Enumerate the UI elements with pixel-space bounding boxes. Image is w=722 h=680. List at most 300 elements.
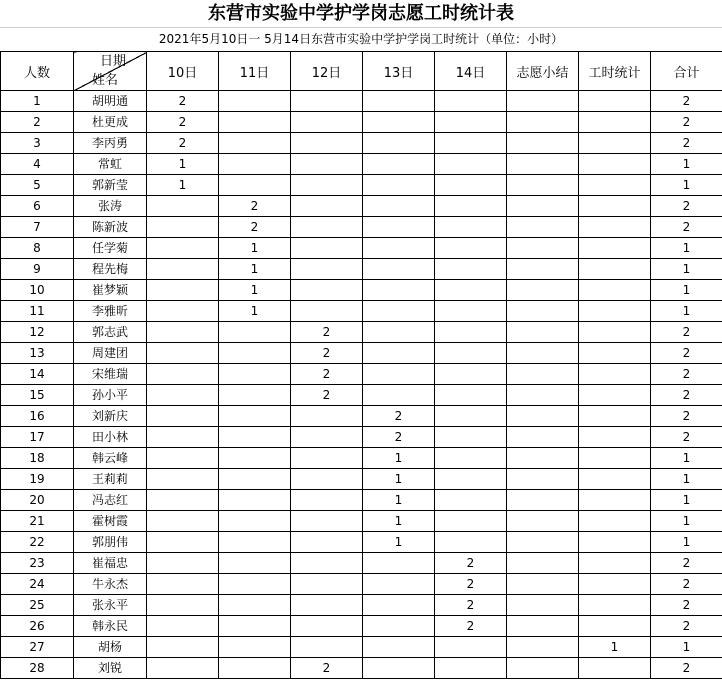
cell-day-10[interactable] xyxy=(147,301,219,322)
cell-total[interactable]: 1 xyxy=(651,532,722,553)
cell-index[interactable]: 25 xyxy=(1,595,74,616)
cell-day-14[interactable] xyxy=(435,427,507,448)
cell-hours[interactable] xyxy=(579,343,651,364)
cell-hours[interactable] xyxy=(579,112,651,133)
table-row xyxy=(1,322,722,343)
cell-index[interactable]: 18 xyxy=(1,448,74,469)
cell-index[interactable]: 26 xyxy=(1,616,74,637)
cell-day-14[interactable] xyxy=(435,280,507,301)
cell-index[interactable]: 4 xyxy=(1,154,74,175)
cell-index[interactable]: 11 xyxy=(1,301,74,322)
cell-day-14[interactable]: 2 xyxy=(435,616,507,637)
header-index[interactable]: 人数 xyxy=(1,52,74,91)
cell-summary[interactable] xyxy=(507,364,579,385)
cell-day-11[interactable]: 1 xyxy=(219,238,291,259)
cell-day-13[interactable] xyxy=(363,301,435,322)
cell-day-14[interactable] xyxy=(435,238,507,259)
cell-day-10[interactable]: 2 xyxy=(147,112,219,133)
header-date-name-diagonal[interactable] xyxy=(74,52,147,91)
cell-day-10[interactable]: 1 xyxy=(147,154,219,175)
cell-day-11[interactable]: 2 xyxy=(219,217,291,238)
cell-total[interactable]: 2 xyxy=(651,196,722,217)
cell-day-10[interactable] xyxy=(147,637,219,658)
cell-index[interactable]: 28 xyxy=(1,658,74,679)
cell-summary[interactable] xyxy=(507,91,579,112)
cell-summary[interactable] xyxy=(507,406,579,427)
cell-summary[interactable] xyxy=(507,469,579,490)
cell-day-13[interactable] xyxy=(363,175,435,196)
cell-day-13[interactable] xyxy=(363,196,435,217)
cell-index[interactable]: 6 xyxy=(1,196,74,217)
cell-day-14[interactable] xyxy=(435,175,507,196)
cell-summary[interactable] xyxy=(507,574,579,595)
cell-total[interactable]: 2 xyxy=(651,217,722,238)
cell-hours[interactable] xyxy=(579,175,651,196)
cell-day-13[interactable]: 1 xyxy=(363,448,435,469)
cell-day-13[interactable] xyxy=(363,658,435,679)
cell-day-12[interactable] xyxy=(291,112,363,133)
cell-summary[interactable] xyxy=(507,553,579,574)
hours-table xyxy=(0,51,722,679)
cell-index[interactable]: 12 xyxy=(1,322,74,343)
cell-name[interactable]: 韩云峰 xyxy=(74,448,147,469)
cell-day-10[interactable] xyxy=(147,364,219,385)
header-day-13[interactable]: 13日 xyxy=(363,52,435,91)
cell-day-10[interactable] xyxy=(147,595,219,616)
cell-name[interactable]: 王莉莉 xyxy=(74,469,147,490)
cell-index[interactable]: 2 xyxy=(1,112,74,133)
cell-index[interactable]: 16 xyxy=(1,406,74,427)
cell-day-11[interactable] xyxy=(219,595,291,616)
cell-day-13[interactable]: 1 xyxy=(363,511,435,532)
cell-day-13[interactable] xyxy=(363,280,435,301)
cell-day-12[interactable] xyxy=(291,490,363,511)
cell-day-14[interactable] xyxy=(435,217,507,238)
cell-index[interactable]: 10 xyxy=(1,280,74,301)
cell-day-13[interactable] xyxy=(363,112,435,133)
header-summary[interactable]: 志愿小结 xyxy=(507,52,579,91)
cell-day-11[interactable] xyxy=(219,364,291,385)
cell-total[interactable]: 2 xyxy=(651,343,722,364)
cell-name[interactable]: 刘新庆 xyxy=(74,406,147,427)
cell-day-12[interactable] xyxy=(291,154,363,175)
cell-summary[interactable] xyxy=(507,133,579,154)
cell-day-14[interactable] xyxy=(435,322,507,343)
cell-name[interactable]: 崔梦颖 xyxy=(74,280,147,301)
cell-day-13[interactable] xyxy=(363,616,435,637)
cell-hours[interactable] xyxy=(579,385,651,406)
cell-name[interactable]: 胡杨 xyxy=(74,637,147,658)
cell-day-10[interactable] xyxy=(147,280,219,301)
cell-summary[interactable] xyxy=(507,322,579,343)
cell-day-12[interactable]: 2 xyxy=(291,385,363,406)
table-row xyxy=(1,217,722,238)
cell-hours[interactable] xyxy=(579,91,651,112)
cell-day-12[interactable] xyxy=(291,616,363,637)
cell-index[interactable]: 3 xyxy=(1,133,74,154)
cell-day-11[interactable] xyxy=(219,112,291,133)
cell-index[interactable]: 19 xyxy=(1,469,74,490)
cell-day-12[interactable] xyxy=(291,469,363,490)
cell-day-12[interactable]: 2 xyxy=(291,364,363,385)
cell-day-10[interactable] xyxy=(147,238,219,259)
cell-summary[interactable] xyxy=(507,616,579,637)
cell-total[interactable]: 1 xyxy=(651,280,722,301)
cell-day-11[interactable] xyxy=(219,658,291,679)
cell-day-11[interactable] xyxy=(219,448,291,469)
cell-day-10[interactable] xyxy=(147,427,219,448)
cell-day-14[interactable] xyxy=(435,196,507,217)
cell-index[interactable]: 5 xyxy=(1,175,74,196)
cell-total[interactable]: 1 xyxy=(651,154,722,175)
cell-day-10[interactable] xyxy=(147,490,219,511)
cell-day-10[interactable] xyxy=(147,406,219,427)
cell-day-11[interactable] xyxy=(219,133,291,154)
cell-day-13[interactable] xyxy=(363,259,435,280)
cell-day-10[interactable] xyxy=(147,385,219,406)
cell-day-14[interactable] xyxy=(435,490,507,511)
cell-day-10[interactable] xyxy=(147,469,219,490)
cell-day-11[interactable] xyxy=(219,553,291,574)
cell-hours[interactable] xyxy=(579,448,651,469)
cell-day-12[interactable] xyxy=(291,553,363,574)
cell-day-12[interactable] xyxy=(291,91,363,112)
cell-name[interactable]: 郭新莹 xyxy=(74,175,147,196)
cell-day-13[interactable]: 1 xyxy=(363,469,435,490)
cell-day-10[interactable] xyxy=(147,616,219,637)
cell-day-11[interactable]: 1 xyxy=(219,280,291,301)
cell-day-10[interactable] xyxy=(147,532,219,553)
cell-day-11[interactable] xyxy=(219,574,291,595)
cell-day-12[interactable] xyxy=(291,511,363,532)
cell-day-13[interactable] xyxy=(363,637,435,658)
cell-total[interactable]: 2 xyxy=(651,112,722,133)
header-total[interactable]: 合计 xyxy=(651,52,722,91)
cell-day-12[interactable] xyxy=(291,448,363,469)
cell-name[interactable]: 任学菊 xyxy=(74,238,147,259)
cell-index[interactable]: 21 xyxy=(1,511,74,532)
cell-day-11[interactable] xyxy=(219,154,291,175)
cell-day-11[interactable] xyxy=(219,406,291,427)
cell-summary[interactable] xyxy=(507,448,579,469)
cell-hours[interactable] xyxy=(579,196,651,217)
cell-name[interactable]: 霍树霞 xyxy=(74,511,147,532)
cell-index[interactable]: 7 xyxy=(1,217,74,238)
cell-name[interactable]: 宋维瑞 xyxy=(74,364,147,385)
cell-index[interactable]: 15 xyxy=(1,385,74,406)
cell-index[interactable]: 17 xyxy=(1,427,74,448)
cell-name[interactable]: 张涛 xyxy=(74,196,147,217)
cell-day-14[interactable] xyxy=(435,406,507,427)
header-date-label: 日期 xyxy=(99,54,126,69)
cell-summary[interactable] xyxy=(507,490,579,511)
cell-total[interactable]: 2 xyxy=(651,553,722,574)
cell-total[interactable]: 1 xyxy=(651,469,722,490)
cell-total[interactable]: 1 xyxy=(651,301,722,322)
cell-index[interactable]: 1 xyxy=(1,91,74,112)
cell-day-13[interactable]: 1 xyxy=(363,490,435,511)
cell-day-13[interactable]: 2 xyxy=(363,406,435,427)
cell-day-10[interactable] xyxy=(147,574,219,595)
cell-name[interactable]: 田小林 xyxy=(74,427,147,448)
cell-summary[interactable] xyxy=(507,301,579,322)
cell-index[interactable]: 23 xyxy=(1,553,74,574)
cell-hours[interactable] xyxy=(579,532,651,553)
cell-name[interactable]: 牛永杰 xyxy=(74,574,147,595)
cell-day-14[interactable]: 2 xyxy=(435,595,507,616)
cell-summary[interactable] xyxy=(507,511,579,532)
cell-index[interactable]: 27 xyxy=(1,637,74,658)
cell-day-12[interactable] xyxy=(291,532,363,553)
cell-hours[interactable] xyxy=(579,238,651,259)
cell-hours[interactable] xyxy=(579,616,651,637)
cell-day-14[interactable] xyxy=(435,343,507,364)
cell-name[interactable]: 冯志红 xyxy=(74,490,147,511)
cell-day-14[interactable] xyxy=(435,259,507,280)
cell-summary[interactable] xyxy=(507,343,579,364)
cell-day-14[interactable] xyxy=(435,469,507,490)
cell-day-14[interactable] xyxy=(435,637,507,658)
cell-total[interactable]: 1 xyxy=(651,490,722,511)
cell-day-12[interactable] xyxy=(291,259,363,280)
cell-day-11[interactable]: 2 xyxy=(219,196,291,217)
cell-day-14[interactable] xyxy=(435,364,507,385)
cell-day-10[interactable]: 1 xyxy=(147,175,219,196)
cell-total[interactable]: 2 xyxy=(651,322,722,343)
cell-name[interactable]: 刘锐 xyxy=(74,658,147,679)
cell-day-13[interactable] xyxy=(363,91,435,112)
cell-hours[interactable] xyxy=(579,553,651,574)
cell-summary[interactable] xyxy=(507,112,579,133)
cell-total[interactable]: 1 xyxy=(651,511,722,532)
cell-day-11[interactable]: 1 xyxy=(219,259,291,280)
cell-day-13[interactable] xyxy=(363,343,435,364)
cell-name[interactable]: 陈新波 xyxy=(74,217,147,238)
cell-hours[interactable] xyxy=(579,154,651,175)
cell-hours[interactable] xyxy=(579,574,651,595)
cell-hours[interactable] xyxy=(579,133,651,154)
table-row xyxy=(1,637,722,658)
cell-total[interactable]: 2 xyxy=(651,385,722,406)
cell-day-12[interactable] xyxy=(291,175,363,196)
cell-day-13[interactable] xyxy=(363,574,435,595)
cell-hours[interactable] xyxy=(579,301,651,322)
cell-day-13[interactable]: 2 xyxy=(363,427,435,448)
cell-day-13[interactable] xyxy=(363,364,435,385)
cell-day-10[interactable]: 2 xyxy=(147,133,219,154)
header-day-11[interactable]: 11日 xyxy=(219,52,291,91)
cell-day-11[interactable] xyxy=(219,322,291,343)
cell-total[interactable]: 2 xyxy=(651,427,722,448)
cell-day-12[interactable] xyxy=(291,133,363,154)
cell-day-10[interactable] xyxy=(147,196,219,217)
cell-day-11[interactable] xyxy=(219,427,291,448)
cell-hours[interactable] xyxy=(579,280,651,301)
cell-day-12[interactable] xyxy=(291,301,363,322)
cell-day-12[interactable] xyxy=(291,217,363,238)
cell-day-10[interactable] xyxy=(147,217,219,238)
cell-day-10[interactable] xyxy=(147,322,219,343)
cell-index[interactable]: 24 xyxy=(1,574,74,595)
cell-name[interactable]: 郭朋伟 xyxy=(74,532,147,553)
cell-day-10[interactable] xyxy=(147,448,219,469)
cell-summary[interactable] xyxy=(507,595,579,616)
cell-day-11[interactable] xyxy=(219,175,291,196)
cell-day-14[interactable] xyxy=(435,511,507,532)
cell-hours[interactable] xyxy=(579,364,651,385)
cell-hours[interactable] xyxy=(579,322,651,343)
cell-day-11[interactable] xyxy=(219,511,291,532)
cell-name[interactable]: 常虹 xyxy=(74,154,147,175)
cell-total[interactable]: 2 xyxy=(651,658,722,679)
cell-total[interactable]: 1 xyxy=(651,238,722,259)
cell-summary[interactable] xyxy=(507,175,579,196)
cell-day-14[interactable] xyxy=(435,133,507,154)
cell-day-12[interactable] xyxy=(291,280,363,301)
cell-day-11[interactable] xyxy=(219,637,291,658)
cell-day-14[interactable] xyxy=(435,91,507,112)
cell-day-14[interactable]: 2 xyxy=(435,574,507,595)
cell-summary[interactable] xyxy=(507,217,579,238)
cell-day-10[interactable] xyxy=(147,343,219,364)
cell-summary[interactable] xyxy=(507,532,579,553)
header-hours[interactable]: 工时统计 xyxy=(579,52,651,91)
cell-name[interactable]: 孙小平 xyxy=(74,385,147,406)
cell-index[interactable]: 9 xyxy=(1,259,74,280)
cell-day-13[interactable] xyxy=(363,217,435,238)
cell-day-10[interactable] xyxy=(147,658,219,679)
cell-hours[interactable] xyxy=(579,658,651,679)
header-day-14[interactable]: 14日 xyxy=(435,52,507,91)
cell-total[interactable]: 1 xyxy=(651,175,722,196)
cell-summary[interactable] xyxy=(507,238,579,259)
cell-day-10[interactable] xyxy=(147,511,219,532)
cell-name[interactable]: 韩永民 xyxy=(74,616,147,637)
cell-day-11[interactable] xyxy=(219,532,291,553)
cell-name[interactable]: 杜更成 xyxy=(74,112,147,133)
table-row xyxy=(1,259,722,280)
cell-day-13[interactable] xyxy=(363,385,435,406)
cell-name[interactable]: 李雅昕 xyxy=(74,301,147,322)
cell-total[interactable]: 2 xyxy=(651,406,722,427)
cell-day-12[interactable] xyxy=(291,196,363,217)
cell-day-12[interactable] xyxy=(291,595,363,616)
cell-day-10[interactable] xyxy=(147,259,219,280)
cell-total[interactable]: 1 xyxy=(651,259,722,280)
cell-summary[interactable] xyxy=(507,154,579,175)
cell-name[interactable]: 程先梅 xyxy=(74,259,147,280)
cell-summary[interactable] xyxy=(507,259,579,280)
cell-day-12[interactable]: 2 xyxy=(291,343,363,364)
cell-day-11[interactable] xyxy=(219,385,291,406)
header-row xyxy=(1,52,722,91)
cell-hours[interactable] xyxy=(579,427,651,448)
cell-hours[interactable] xyxy=(579,469,651,490)
cell-hours[interactable]: 1 xyxy=(579,637,651,658)
cell-summary[interactable] xyxy=(507,196,579,217)
cell-name[interactable]: 郭志武 xyxy=(74,322,147,343)
table-row xyxy=(1,469,722,490)
cell-index[interactable]: 8 xyxy=(1,238,74,259)
table-row xyxy=(1,196,722,217)
cell-name[interactable]: 张永平 xyxy=(74,595,147,616)
cell-total[interactable]: 1 xyxy=(651,448,722,469)
cell-day-13[interactable] xyxy=(363,133,435,154)
cell-day-11[interactable]: 1 xyxy=(219,301,291,322)
cell-day-14[interactable] xyxy=(435,448,507,469)
cell-day-14[interactable] xyxy=(435,385,507,406)
cell-day-14[interactable] xyxy=(435,658,507,679)
cell-total[interactable]: 2 xyxy=(651,595,722,616)
cell-summary[interactable] xyxy=(507,427,579,448)
cell-name[interactable]: 胡明通 xyxy=(74,91,147,112)
cell-total[interactable]: 2 xyxy=(651,364,722,385)
cell-day-11[interactable] xyxy=(219,469,291,490)
cell-day-14[interactable] xyxy=(435,532,507,553)
cell-name[interactable]: 李丙勇 xyxy=(74,133,147,154)
table-row xyxy=(1,343,722,364)
cell-hours[interactable] xyxy=(579,217,651,238)
header-day-10[interactable]: 10日 xyxy=(147,52,219,91)
cell-day-12[interactable]: 2 xyxy=(291,322,363,343)
cell-hours[interactable] xyxy=(579,490,651,511)
cell-day-10[interactable]: 2 xyxy=(147,91,219,112)
cell-summary[interactable] xyxy=(507,280,579,301)
cell-day-11[interactable] xyxy=(219,616,291,637)
cell-index[interactable]: 20 xyxy=(1,490,74,511)
cell-day-12[interactable] xyxy=(291,406,363,427)
cell-hours[interactable] xyxy=(579,406,651,427)
cell-day-12[interactable]: 2 xyxy=(291,658,363,679)
cell-summary[interactable] xyxy=(507,658,579,679)
cell-day-11[interactable] xyxy=(219,343,291,364)
cell-day-13[interactable] xyxy=(363,595,435,616)
cell-summary[interactable] xyxy=(507,385,579,406)
cell-index[interactable]: 13 xyxy=(1,343,74,364)
cell-hours[interactable] xyxy=(579,595,651,616)
cell-day-10[interactable] xyxy=(147,553,219,574)
cell-total[interactable]: 2 xyxy=(651,574,722,595)
cell-day-12[interactable] xyxy=(291,427,363,448)
cell-day-13[interactable] xyxy=(363,322,435,343)
cell-day-12[interactable] xyxy=(291,637,363,658)
cell-summary[interactable] xyxy=(507,637,579,658)
cell-index[interactable]: 14 xyxy=(1,364,74,385)
cell-day-14[interactable]: 2 xyxy=(435,553,507,574)
cell-hours[interactable] xyxy=(579,259,651,280)
cell-day-12[interactable] xyxy=(291,574,363,595)
cell-day-11[interactable] xyxy=(219,91,291,112)
cell-total[interactable]: 2 xyxy=(651,133,722,154)
cell-hours[interactable] xyxy=(579,511,651,532)
cell-total[interactable]: 1 xyxy=(651,637,722,658)
cell-name[interactable]: 崔福忠 xyxy=(74,553,147,574)
cell-day-12[interactable] xyxy=(291,238,363,259)
cell-total[interactable]: 2 xyxy=(651,91,722,112)
cell-index[interactable]: 22 xyxy=(1,532,74,553)
cell-day-13[interactable]: 1 xyxy=(363,532,435,553)
cell-day-14[interactable] xyxy=(435,154,507,175)
cell-day-13[interactable] xyxy=(363,238,435,259)
cell-total[interactable]: 2 xyxy=(651,616,722,637)
cell-day-14[interactable] xyxy=(435,301,507,322)
cell-day-11[interactable] xyxy=(219,490,291,511)
cell-day-13[interactable] xyxy=(363,553,435,574)
cell-day-13[interactable] xyxy=(363,154,435,175)
header-day-12[interactable]: 12日 xyxy=(291,52,363,91)
cell-name[interactable]: 周建团 xyxy=(74,343,147,364)
cell-day-14[interactable] xyxy=(435,112,507,133)
